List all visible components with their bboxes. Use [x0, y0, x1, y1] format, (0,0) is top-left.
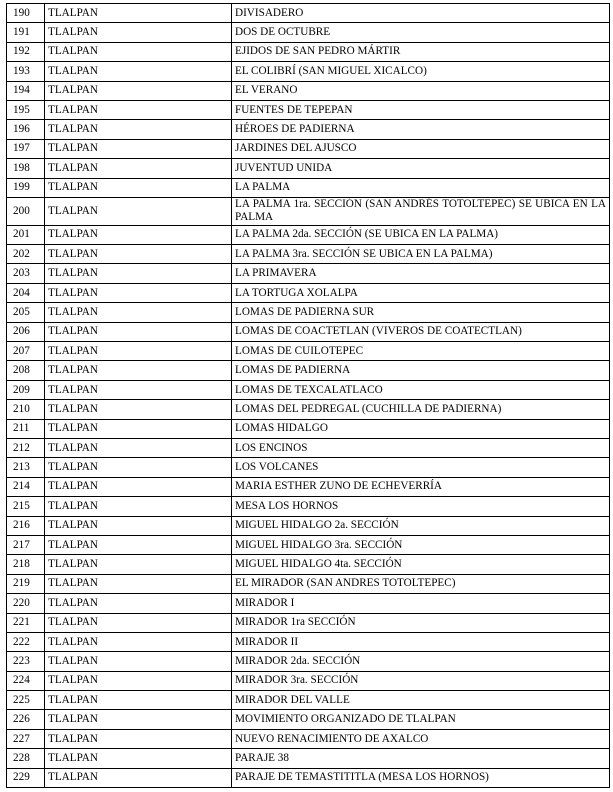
colonia-cell: JARDINES DEL AJUSCO [232, 139, 610, 158]
delegacion-cell: TLALPAN [45, 555, 232, 574]
delegacion-cell: TLALPAN [45, 264, 232, 283]
row-number-cell: 225 [7, 691, 45, 710]
colonia-cell: LOMAS HIDALGO [232, 419, 610, 438]
row-number-cell: 223 [7, 652, 45, 671]
colonia-cell: MIRADOR DEL VALLE [232, 691, 610, 710]
row-number-cell: 190 [7, 4, 45, 23]
colonia-cell: MIGUEL HIDALGO 2a. SECCIÓN [232, 516, 610, 535]
table-row [7, 535, 610, 554]
delegacion-cell: TLALPAN [45, 671, 232, 690]
row-number-cell: 202 [7, 245, 45, 264]
table-row [7, 81, 610, 100]
table-row [7, 23, 610, 42]
table-row [7, 729, 610, 748]
table-row [7, 120, 610, 139]
colonia-cell: MOVIMIENTO ORGANIZADO DE TLALPAN [232, 710, 610, 729]
colonia-cell: MIRADOR I [232, 594, 610, 613]
table-row [7, 42, 610, 61]
delegacion-cell: TLALPAN [45, 574, 232, 593]
colonia-cell: DOS DE OCTUBRE [232, 23, 610, 42]
table-row [7, 574, 610, 593]
colonia-cell: LOMAS DE COACTETLAN (VIVEROS DE COATECTLAN) [232, 322, 610, 341]
delegacion-cell: TLALPAN [45, 439, 232, 458]
row-number-cell: 206 [7, 322, 45, 341]
table-row [7, 283, 610, 302]
colonia-cell: EL VERANO [232, 81, 610, 100]
colonia-cell: LA PALMA [232, 178, 610, 197]
delegacion-cell: TLALPAN [45, 139, 232, 158]
delegacion-cell: TLALPAN [45, 497, 232, 516]
colonia-cell: EJIDOS DE SAN PEDRO MÁRTIR [232, 42, 610, 61]
row-number-cell: 198 [7, 159, 45, 178]
delegacion-cell: TLALPAN [45, 303, 232, 322]
table-row [7, 652, 610, 671]
table-row [7, 710, 610, 729]
row-number-cell: 193 [7, 62, 45, 81]
row-number-cell: 204 [7, 283, 45, 302]
row-number-cell: 195 [7, 100, 45, 119]
row-number-cell: 212 [7, 439, 45, 458]
table-row [7, 458, 610, 477]
row-number-cell: 205 [7, 303, 45, 322]
delegacion-cell: TLALPAN [45, 710, 232, 729]
table-row [7, 497, 610, 516]
delegacion-cell: TLALPAN [45, 23, 232, 42]
colonia-cell: EL MIRADOR (SAN ANDRES TOTOLTEPEC) [232, 574, 610, 593]
colonia-cell: JUVENTUD UNIDA [232, 159, 610, 178]
table-row [7, 594, 610, 613]
delegacion-cell: TLALPAN [45, 100, 232, 119]
table-row [7, 4, 610, 23]
colonia-cell: MIRADOR II [232, 632, 610, 651]
colonia-cell: FUENTES DE TEPEPAN [232, 100, 610, 119]
colonia-cell: LOMAS DE PADIERNA SUR [232, 303, 610, 322]
table-row [7, 613, 610, 632]
row-number-cell: 201 [7, 225, 45, 244]
table-row [7, 361, 610, 380]
delegacion-cell: TLALPAN [45, 613, 232, 632]
colonia-cell: PARAJE DE TEMASTITITLA (MESA LOS HORNOS) [232, 768, 610, 787]
table-row [7, 303, 610, 322]
delegacion-cell: TLALPAN [45, 178, 232, 197]
colonia-cell: MARIA ESTHER ZUNO DE ECHEVERRÍA [232, 477, 610, 496]
colonia-cell: LA PALMA 2da. SECCIÓN (SE UBICA EN LA PALMA) [232, 225, 610, 244]
row-number-cell: 194 [7, 81, 45, 100]
row-number-cell: 211 [7, 419, 45, 438]
colonia-cell: MIRADOR 1ra SECCIÓN [232, 613, 610, 632]
row-number-cell: 210 [7, 400, 45, 419]
row-number-cell: 213 [7, 458, 45, 477]
colonia-cell: MESA LOS HORNOS [232, 497, 610, 516]
colonia-cell: MIRADOR 3ra. SECCIÓN [232, 671, 610, 690]
colonia-cell: LA PALMA 3ra. SECCIÓN SE UBICA EN LA PALMA) [232, 245, 610, 264]
delegacion-cell: TLALPAN [45, 419, 232, 438]
colonia-cell: LOMAS DE PADIERNA [232, 361, 610, 380]
delegacion-cell: TLALPAN [45, 225, 232, 244]
row-number-cell: 226 [7, 710, 45, 729]
delegacion-cell: TLALPAN [45, 120, 232, 139]
row-number-cell: 217 [7, 535, 45, 554]
delegacion-cell: TLALPAN [45, 62, 232, 81]
table-row [7, 197, 610, 225]
colonias-table [6, 3, 610, 788]
row-number-cell: 227 [7, 729, 45, 748]
table-row [7, 439, 610, 458]
row-number-cell: 208 [7, 361, 45, 380]
delegacion-cell: TLALPAN [45, 159, 232, 178]
row-number-cell: 220 [7, 594, 45, 613]
row-number-cell: 219 [7, 574, 45, 593]
table-row [7, 749, 610, 768]
table-row [7, 245, 610, 264]
table-row [7, 264, 610, 283]
row-number-cell: 222 [7, 632, 45, 651]
table-row [7, 671, 610, 690]
table-row [7, 342, 610, 361]
row-number-cell: 191 [7, 23, 45, 42]
table-row [7, 555, 610, 574]
table-row [7, 100, 610, 119]
table-row [7, 159, 610, 178]
row-number-cell: 229 [7, 768, 45, 787]
colonia-cell: LOMAS DE CUILOTEPEC [232, 342, 610, 361]
delegacion-cell: TLALPAN [45, 322, 232, 341]
colonia-cell: NUEVO RENACIMIENTO DE AXALCO [232, 729, 610, 748]
table-row [7, 691, 610, 710]
table-row [7, 768, 610, 787]
colonia-cell: LOMAS DEL PEDREGAL (CUCHILLA DE PADIERNA) [232, 400, 610, 419]
row-number-cell: 218 [7, 555, 45, 574]
delegacion-cell: TLALPAN [45, 691, 232, 710]
row-number-cell: 196 [7, 120, 45, 139]
delegacion-cell: TLALPAN [45, 380, 232, 399]
colonia-cell: EL COLIBRÍ (SAN MIGUEL XICALCO) [232, 62, 610, 81]
delegacion-cell: TLALPAN [45, 652, 232, 671]
delegacion-cell: TLALPAN [45, 535, 232, 554]
delegacion-cell: TLALPAN [45, 749, 232, 768]
row-number-cell: 199 [7, 178, 45, 197]
table-row [7, 516, 610, 535]
delegacion-cell: TLALPAN [45, 516, 232, 535]
delegacion-cell: TLALPAN [45, 42, 232, 61]
delegacion-cell: TLALPAN [45, 361, 232, 380]
table-row [7, 380, 610, 399]
row-number-cell: 209 [7, 380, 45, 399]
row-number-cell: 207 [7, 342, 45, 361]
colonia-cell: LOS VOLCANES [232, 458, 610, 477]
table-row [7, 225, 610, 244]
delegacion-cell: TLALPAN [45, 729, 232, 748]
row-number-cell: 224 [7, 671, 45, 690]
delegacion-cell: TLALPAN [45, 342, 232, 361]
row-number-cell: 200 [7, 197, 45, 225]
colonia-cell: MIGUEL HIDALGO 3ra. SECCIÓN [232, 535, 610, 554]
table-row [7, 632, 610, 651]
delegacion-cell: TLALPAN [45, 458, 232, 477]
row-number-cell: 214 [7, 477, 45, 496]
table-row [7, 419, 610, 438]
colonia-cell: HÉROES DE PADIERNA [232, 120, 610, 139]
table-row [7, 139, 610, 158]
table-body [7, 4, 610, 788]
colonia-cell: LA TORTUGA XOLALPA [232, 283, 610, 302]
delegacion-cell: TLALPAN [45, 81, 232, 100]
delegacion-cell: TLALPAN [45, 197, 232, 225]
row-number-cell: 192 [7, 42, 45, 61]
table-row [7, 400, 610, 419]
table-row [7, 178, 610, 197]
colonia-cell: PARAJE 38 [232, 749, 610, 768]
delegacion-cell: TLALPAN [45, 768, 232, 787]
colonia-cell: MIGUEL HIDALGO 4ta. SECCIÓN [232, 555, 610, 574]
row-number-cell: 197 [7, 139, 45, 158]
table-row [7, 477, 610, 496]
row-number-cell: 215 [7, 497, 45, 516]
row-number-cell: 203 [7, 264, 45, 283]
delegacion-cell: TLALPAN [45, 283, 232, 302]
delegacion-cell: TLALPAN [45, 4, 232, 23]
colonia-cell: LOS ENCINOS [232, 439, 610, 458]
table-row [7, 62, 610, 81]
colonia-cell: LA PRIMAVERA [232, 264, 610, 283]
colonia-cell: LA PALMA 1ra. SECCIÓN (SAN ANDRÉS TOTOLTEPEC) SE UBICA EN LA PALMA [232, 197, 610, 225]
delegacion-cell: TLALPAN [45, 477, 232, 496]
colonia-cell: MIRADOR 2da. SECCIÓN [232, 652, 610, 671]
delegacion-cell: TLALPAN [45, 594, 232, 613]
row-number-cell: 221 [7, 613, 45, 632]
row-number-cell: 228 [7, 749, 45, 768]
table-row [7, 322, 610, 341]
colonia-cell: LOMAS DE TEXCALATLACO [232, 380, 610, 399]
delegacion-cell: TLALPAN [45, 245, 232, 264]
colonia-cell: DIVISADERO [232, 4, 610, 23]
row-number-cell: 216 [7, 516, 45, 535]
delegacion-cell: TLALPAN [45, 400, 232, 419]
delegacion-cell: TLALPAN [45, 632, 232, 651]
